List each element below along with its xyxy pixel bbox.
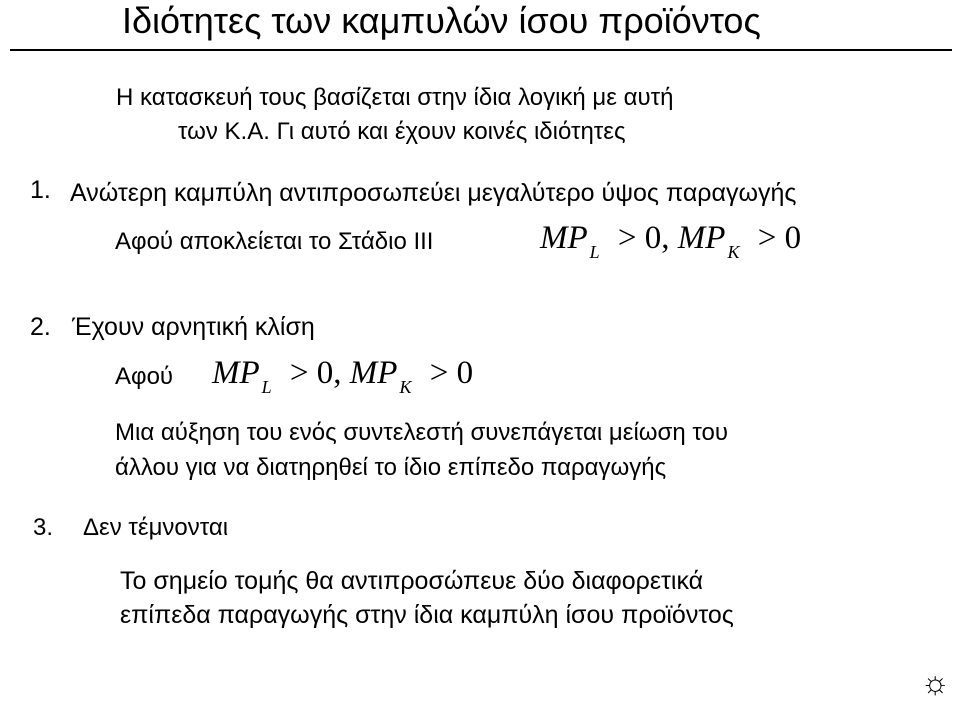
subscript-k: K [399, 377, 412, 397]
point-2-explanation-1: Μια αύξηση του ενός συντελεστή συνεπάγεται μείωση του [115, 419, 728, 446]
subscript-l: L [261, 377, 272, 397]
point-1-number: 1. [30, 176, 51, 204]
point-1-formula [540, 218, 801, 272]
point-3-explanation-1: Το σημείο τομής θα αντιπροσώπευε δύο διαφορετικά [120, 567, 704, 595]
mp-label: MP [540, 220, 588, 256]
point-2-sub: Αφού [115, 363, 174, 390]
greater-than-zero: > 0, [289, 355, 342, 391]
mp-label: MP [212, 355, 260, 391]
point-3-heading: Δεν τέμνονται [83, 514, 229, 541]
subscript-k: K [727, 242, 740, 262]
intro-line-1: Η κατασκευή τους βασίζεται στην ίδια λογική με αυτή [116, 84, 674, 111]
point-2-heading: Έχουν αρνητική κλίση [72, 313, 315, 341]
title-divider [10, 49, 952, 51]
point-3-number: 3. [33, 514, 54, 541]
point-2-number: 2. [30, 313, 51, 341]
page-title: Ιδιότητες των καμπυλών ίσου προϊόντος [122, 0, 761, 41]
greater-than-zero: > 0 [757, 220, 802, 256]
point-2-explanation-2: άλλου για να διατηρηθεί το ίδιο επίπεδο παραγωγής [115, 454, 667, 481]
point-2-formula [212, 353, 473, 407]
mp-label: MP [677, 220, 726, 256]
point-3-explanation-2: επίπεδα παραγωγής στην ίδια καμπύλη ίσου προϊόντος [120, 601, 734, 629]
sun-icon[interactable]: ☼ [920, 664, 950, 700]
point-1-heading: Ανώτερη καμπύλη αντιπροσωπεύει μεγαλύτερο ύψος παραγωγής [70, 179, 797, 207]
greater-than-zero: > 0, [617, 220, 670, 256]
point-1-sub: Αφού αποκλείεται το Στάδιο ΙΙΙ [115, 228, 434, 255]
subscript-l: L [589, 242, 600, 262]
greater-than-zero: > 0 [429, 355, 474, 391]
mp-label: MP [349, 355, 398, 391]
intro-line-2: των Κ.Α. Γι αυτό και έχουν κοινές ιδιότητες [178, 118, 626, 145]
